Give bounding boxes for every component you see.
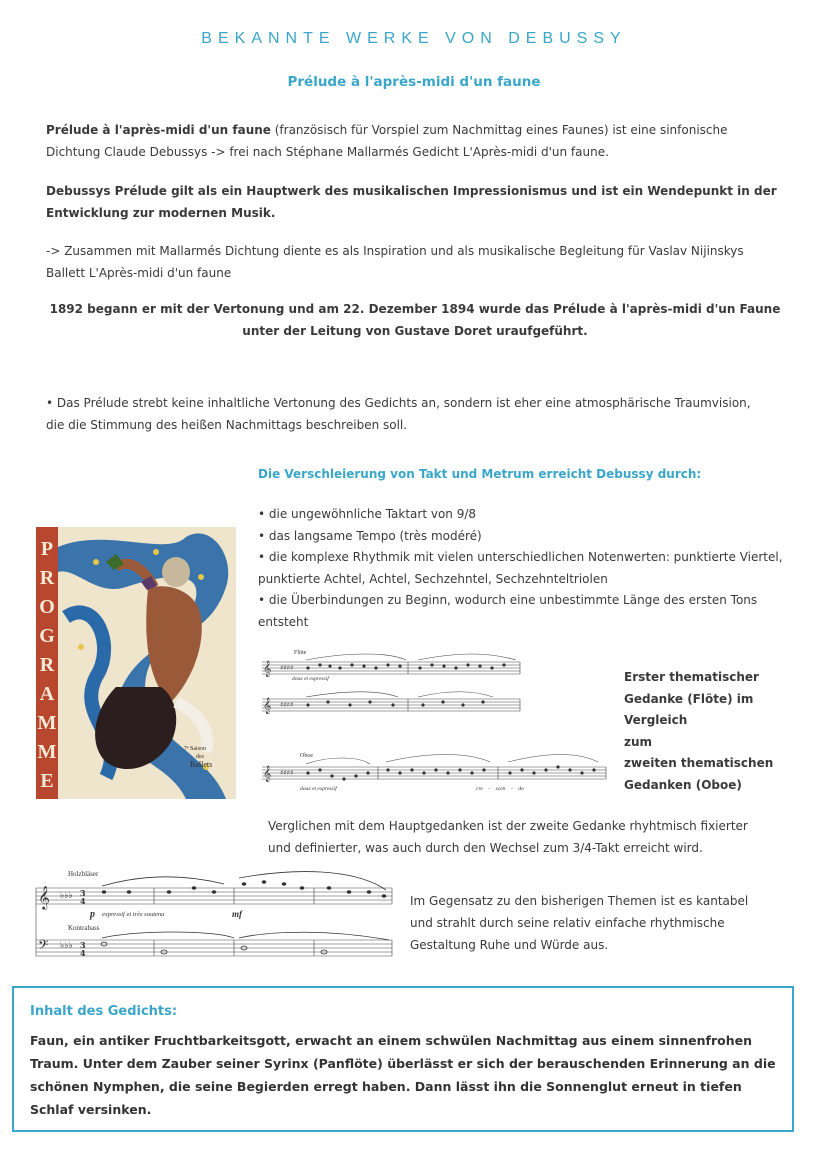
comparison-paragraph: Verglichen mit dem Hauptgedanken ist der zweite Gedanke rhyhtmisch fixierter und definierter, was auch durch den Wechsel zum 3/4-Takt erreicht wird. bbox=[268, 819, 748, 855]
premiere-line2: unter der Leitung von Gustave Doret uraufgeführt. bbox=[242, 324, 588, 338]
bullet-item: punktierte Achtel, Achtel, Sechzehntel, Sechzehnteltriolen bbox=[258, 571, 608, 586]
bullet-item: • das langsame Tempo (très modéré) bbox=[258, 528, 482, 543]
dream-line2: die die Stimmung des heißen Nachmittags beschreiben soll. bbox=[46, 418, 408, 432]
score2-notation bbox=[34, 868, 396, 964]
ballet-paragraph bbox=[46, 240, 786, 284]
score-woodwind-bass bbox=[34, 868, 396, 964]
poem-heading: Inhalt des Gedichts: bbox=[30, 1004, 178, 1019]
poem-content-box bbox=[12, 986, 794, 1132]
svg-text:𝄢: 𝄢 bbox=[38, 937, 49, 956]
premiere-line1: 1892 begann er mit der Vertonung und am 22. Dezember 1894 wurde das Prélude à l'après-midi d'un Faune bbox=[49, 302, 781, 316]
page-subtitle: Prélude à l'après-midi d'un faune bbox=[287, 74, 541, 90]
page-title: BEKANNTE WERKE VON DEBUSSY bbox=[201, 30, 627, 47]
score1-flute-label: Flöte bbox=[294, 650, 307, 656]
svg-text:♯♯♯♯: ♯♯♯♯ bbox=[280, 701, 294, 709]
svg-text:4: 4 bbox=[80, 896, 86, 906]
bullet-list bbox=[258, 504, 818, 633]
bullet-item: • die komplexe Rhythmik mit vielen unterschiedlichen Notenwerten: punktierte Viertel, bbox=[258, 550, 783, 564]
section-heading: Die Verschleierung von Takt und Metrum erreicht Debussy durch: bbox=[258, 467, 702, 481]
score2-dynamic-p: p bbox=[90, 909, 95, 920]
dream-vision-paragraph bbox=[46, 392, 786, 436]
svg-text:𝄞: 𝄞 bbox=[263, 766, 272, 782]
score1-notation bbox=[258, 652, 608, 802]
premiere-paragraph bbox=[40, 298, 790, 342]
svg-text:𝄞: 𝄞 bbox=[38, 885, 50, 909]
svg-text:𝄞: 𝄞 bbox=[263, 661, 272, 677]
intro-line2: Dichtung Claude Debussys -> frei nach Stéphane Mallarmés Gedicht L'Après-midi d'un faune. bbox=[46, 145, 609, 159]
svg-text:4: 4 bbox=[80, 948, 86, 958]
svg-text:♯♯♯♯: ♯♯♯♯ bbox=[280, 769, 294, 777]
svg-text:3: 3 bbox=[80, 888, 86, 898]
poem-summary: Faun, ein antiker Fruchtbarkeitsgott, erwacht an einem schwülen Nachmittag aus einem sinnenfrohen Traum. Unter dem Zauber seiner Syrinx (Panflöte) überlässt er sich der berauschenden Erinnerung an die schönen Nymphen, die seine Begierden erregt haben. Dann lässt ihn die Sonnenglut erneut in tiefen Schlaf versinken. bbox=[30, 1033, 776, 1117]
poster-caption: 7ᵉ Saison des Ballets bbox=[184, 746, 213, 769]
svg-text:♭♭♭: ♭♭♭ bbox=[60, 891, 73, 901]
svg-text:3: 3 bbox=[80, 940, 86, 950]
ballet-line1: -> Zusammen mit Mallarmés Dichtung diente es als Inspiration und als musikalische Begleitung für Vaslav Nijinskys bbox=[46, 244, 744, 258]
svg-text:♯♯♯♯: ♯♯♯♯ bbox=[280, 664, 294, 672]
svg-text:𝄞: 𝄞 bbox=[263, 698, 272, 714]
work-title-bold: Prélude à l'après-midi d'un faune bbox=[46, 123, 271, 137]
score1-oboe-label: Oboe bbox=[300, 753, 313, 759]
score2-woodwind-label: Holzbläser bbox=[68, 870, 99, 878]
score1-oboe-marking: doux et expressif bbox=[300, 786, 337, 792]
bullet-item: • die ungewöhnliche Taktart von 9/8 bbox=[258, 507, 477, 521]
significance-line2: Entwicklung zur modernen Musik. bbox=[46, 206, 276, 220]
significance-line1: Debussys Prélude gilt als ein Hauptwerk des musikalischen Impressionismus und ist ein Wendepunkt in der bbox=[46, 184, 777, 198]
score-flute-oboe bbox=[258, 652, 608, 802]
score2-marking: expressif et très soutenu bbox=[102, 911, 165, 918]
significance-paragraph bbox=[46, 180, 786, 224]
intro-paragraph bbox=[46, 119, 786, 163]
score1-caption: Erster thematischer Gedanke (Flöte) im Vergleich zum zweiten thematischen Gedanken (Oboe) bbox=[624, 670, 774, 792]
poster-programme-letters: P R O G R A M M E bbox=[37, 538, 57, 792]
score2-dynamic-mf: mf bbox=[232, 909, 242, 919]
bullet-item: entsteht bbox=[258, 614, 309, 629]
score1-cresc: cre - scen - do bbox=[476, 786, 524, 792]
intro-line1: (französisch für Vorspiel zum Nachmittag eines Faunes) ist eine sinfonische bbox=[270, 123, 728, 137]
dream-line1: • Das Prélude strebt keine inhaltliche Vertonung des Gedichts an, sondern ist eher eine atmosphärische Traumvision, bbox=[46, 396, 751, 410]
score2-caption: Im Gegensatz zu den bisherigen Themen ist es kantabel und strahlt durch seine relativ einfache rhythmische Gestaltung Ruhe und Würde aus. bbox=[410, 894, 749, 952]
ballet-programme-poster bbox=[36, 527, 236, 799]
bullet-item: • die Überbindungen zu Beginn, wodurch eine unbestimmte Länge des ersten Tons bbox=[258, 593, 758, 607]
score1-flute-marking: doux et expressif bbox=[292, 676, 329, 682]
score2-bass-label: Kontrabass bbox=[68, 924, 100, 932]
svg-text:♭♭♭: ♭♭♭ bbox=[60, 941, 73, 951]
ballet-line2: Ballett L'Après-midi d'un faune bbox=[46, 266, 232, 280]
